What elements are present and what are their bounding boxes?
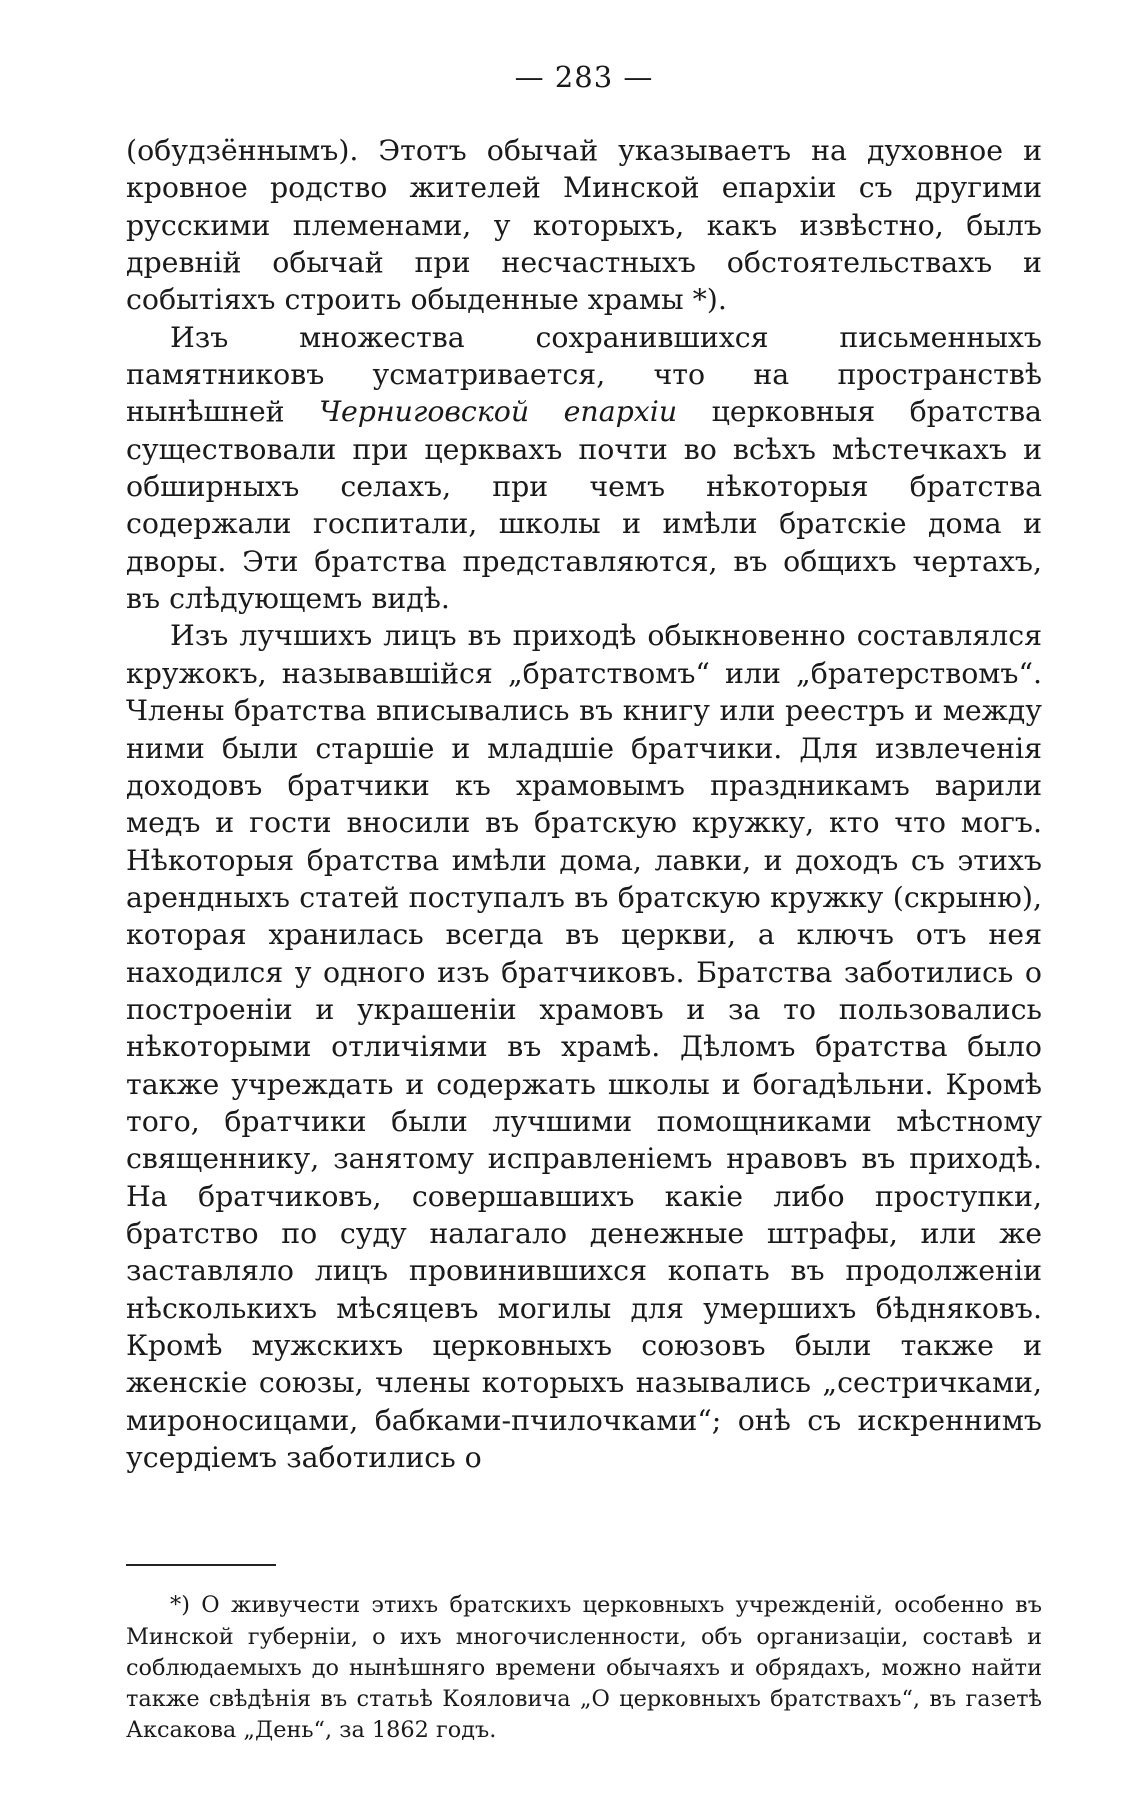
paragraph-text-before: Изъ множества сохранившихся письменныхъ памятниковъ усматривается, что на пространствѣ нынѣшней [126, 320, 1042, 429]
footnote-divider [126, 1564, 276, 1566]
page-number: — 283 — [514, 60, 654, 94]
italic-place-name: Черниговской епархіи [319, 395, 678, 429]
paragraph-brotherhood-organization: Изъ лучшихъ лицъ въ приходѣ обыкновенно составлялся кружокъ, называвшійся „братствомъ“ или „братерствомъ“. Члены братства вписывались въ книгу или реестръ и между ними были старшіе и младшіе братчики. Для извлеченія доходовъ братчики къ храмовымъ праздникамъ варили медъ и гости вносили въ братскую кружку, кто что могъ. Нѣкоторыя братства имѣли дома, лавки, и доходъ съ этихъ арендныхъ статей поступалъ въ братскую кружку (скрыню), которая хранилась всегда въ церкви, а ключъ отъ нея находился у одного изъ братчиковъ. Братства заботились о построеніи и украшеніи храмовъ и за то пользовались нѣкоторыми отличіями въ храмѣ. Дѣломъ братства было также учреждать и содержать школы и богадѣльни. Кромѣ того, братчики были лучшими помощниками мѣстному священнику, занятому исправленіемъ нравовъ въ приходѣ. На братчиковъ, совершавшихъ какіе либо проступки, братство по суду налагало денежные штрафы, или же заставляло лицъ провинившихся копать въ продолженіи нѣсколькихъ мѣсяцевъ могилы для умершихъ бѣдняковъ. Кромѣ мужскихъ церковныхъ союзовъ были также и женскіе союзы, члены которыхъ назывались „сестричками, мироносицами, бабками-пчилочками“; онѣ съ искреннимъ усердіемъ заботились о [126, 619, 1042, 1475]
paragraph-continuation: (обудзённымъ). Этотъ обычай указываетъ на духовное и кровное родство жителей Минской епархіи съ другими русскими племенами, у которыхъ, какъ извѣстно, былъ древній обычай при несчастныхъ обстоятельствахъ и событіяхъ строить обыденные храмы *). [126, 134, 1042, 317]
footnote: *) О живучести этихъ братскихъ церковныхъ учрежденій, особенно въ Минской губерніи, о ихъ многочисленности, объ организаціи, составѣ и соблюдаемыхъ до нынѣшняго времени обычаяхъ и обрядахъ, можно найти также свѣдѣнія въ статьѣ Кояловича „О церковныхъ братствахъ“, въ газетѣ Аксакова „День“, за 1862 годъ. [126, 1592, 1042, 1744]
book-page [126, 58, 1042, 1746]
paragraph-text-after: церковныя братства существовали при церквахъ почти во всѣхъ мѣстечкахъ и обширныхъ селахъ, при чемъ нѣкоторыя братства содержали госпитали, школы и имѣли братскіе дома и дворы. Эти братства представляются, въ общихъ чертахъ, въ слѣдующемъ видѣ. [126, 395, 1042, 616]
paragraph-chernigov-brotherhoods [126, 319, 1042, 618]
